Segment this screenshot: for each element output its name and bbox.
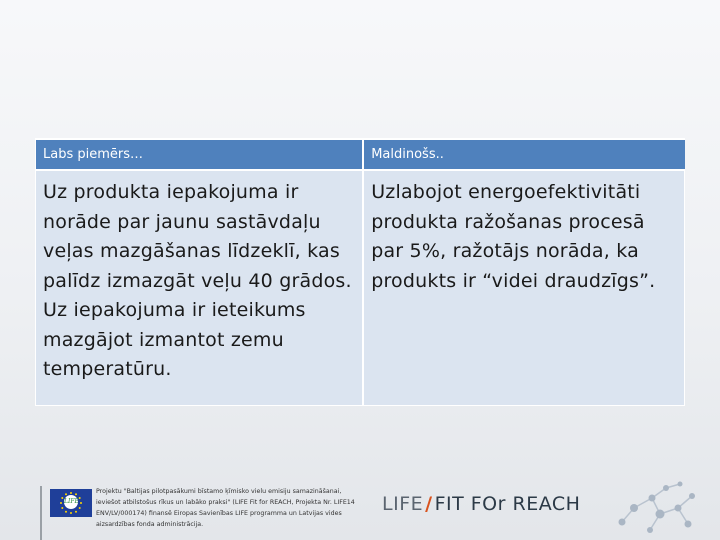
- comparison-table: [35, 138, 685, 406]
- project-funding-text: Projektu "Baltijas pilotpasākumi bīstamo ķīmisko vielu emisiju samazināšanai, ieviešot atbilstošus rīkus un labāko praksi" (LIFE Fit for REACH, Projekta Nr. LIFE14 ENV/LV/000174) finansē Eiropas Savienības LIFE programma un Latvijas vides aizsardzības fonda administrācija.: [96, 488, 355, 528]
- life-badge: LIFE: [64, 495, 78, 509]
- logo-slash: /: [425, 493, 433, 515]
- header-good-example: Labs piemērs…: [35, 138, 362, 169]
- misleading-example-cell: Uzlabojot energoefektivitāti produkta ražošanas procesā par 5%, ražotājs norāda, ka produkts ir “videi draudzīgs”.: [362, 169, 685, 406]
- header-misleading: Maldinošs..: [362, 138, 685, 169]
- footer-divider: [40, 486, 42, 540]
- eu-flag-icon: [50, 489, 92, 517]
- life-fit-for-reach-logo: [382, 493, 580, 515]
- logo-life-text: LIFE: [382, 493, 424, 515]
- logo-fit-for-reach-text: FIT FOr REACH: [434, 493, 581, 515]
- footer: [0, 478, 720, 540]
- table-row: [35, 169, 685, 406]
- good-example-cell: Uz produkta iepakojuma ir norāde par jaunu sastāvdaļu veļas mazgāšanas līdzeklī, kas palīdz izmazgāt veļu 40 grādos. Uz iepakojuma ir ieteikums mazgājot izmantot zemu temperatūru.: [35, 169, 362, 406]
- table-header-row: [35, 138, 685, 169]
- molecule-icon: [604, 478, 720, 540]
